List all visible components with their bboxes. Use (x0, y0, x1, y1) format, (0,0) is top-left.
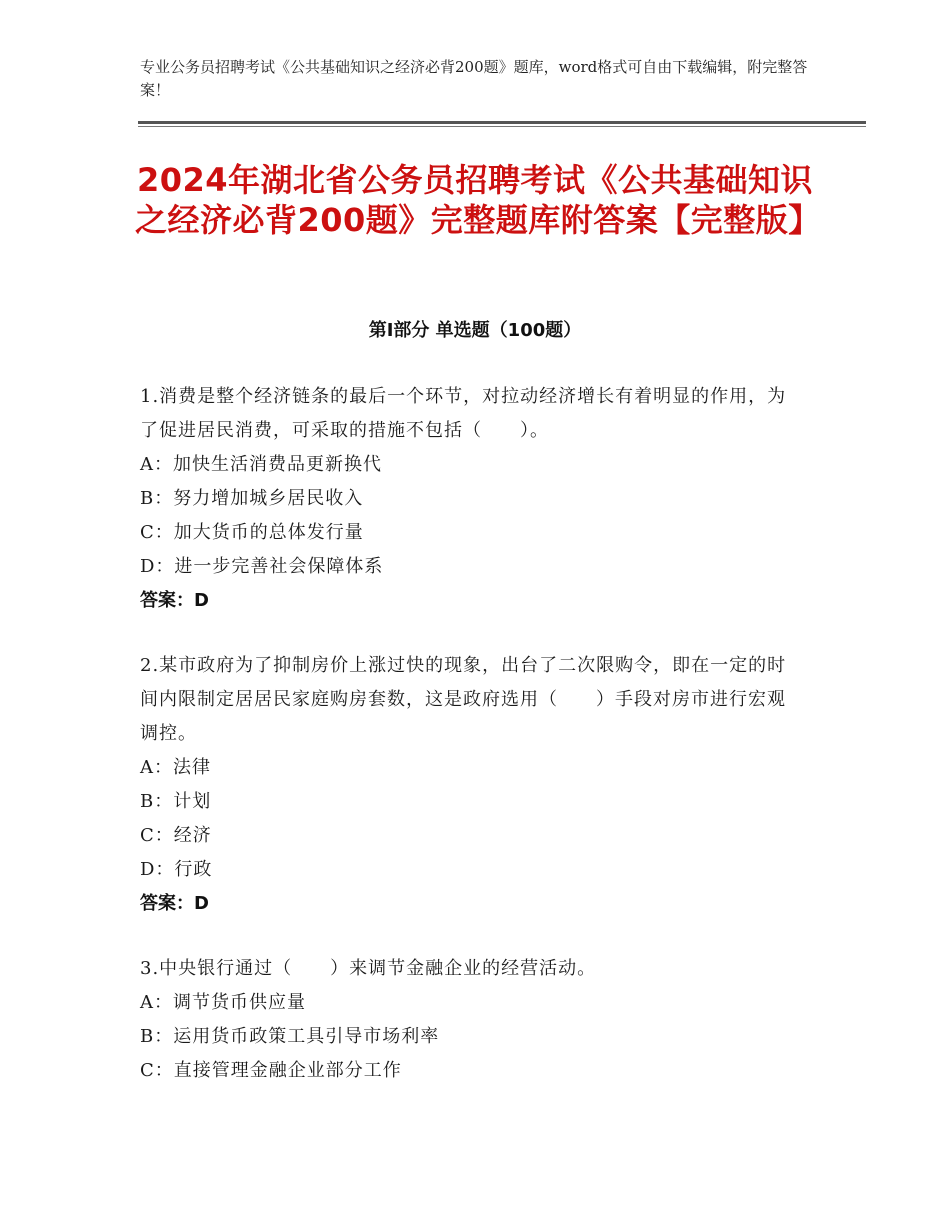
option-c: C：加大货币的总体发行量 (140, 522, 364, 543)
question-stem: 2.某市政府为了抑制房价上涨过快的现象，出台了二次限购令，即在一定的时间内限制定居居民家庭购房套数，这是政府选用（ ）手段对房市进行宏观调控。 (140, 655, 787, 744)
option-c: C：直接管理金融企业部分工作 (140, 1060, 402, 1081)
question-3 (140, 952, 800, 1088)
question-list (140, 380, 800, 1119)
document-title: 2024年湖北省公务员招聘考试《公共基础知识之经济必背200题》完整题库附答案【完整版】 (135, 161, 821, 239)
option-d: D：进一步完善社会保障体系 (140, 556, 384, 577)
question-2 (140, 649, 800, 921)
question-stem: 1.消费是整个经济链条的最后一个环节，对拉动经济增长有着明显的作用，为了促进居民消费，可采取的措施不包括（ ）。 (140, 386, 787, 441)
option-b: B：计划 (140, 791, 212, 812)
option-a: A：调节货币供应量 (140, 992, 306, 1013)
answer-label: 答案：D (140, 893, 209, 914)
question-1 (140, 380, 800, 618)
header-divider-thick (138, 121, 866, 124)
question-stem: 3.中央银行通过（ ）来调节金融企业的经营活动。 (140, 958, 597, 979)
option-d: D：行政 (140, 859, 213, 880)
section-title: 第Ⅰ部分 单选题（100题） (368, 320, 582, 341)
header-divider-thin (138, 126, 866, 127)
option-b: B：努力增加城乡居民收入 (140, 488, 364, 509)
header-note: 专业公务员招聘考试《公共基础知识之经济必背200题》题库，word格式可自由下载编辑，附完整答案！ (140, 58, 808, 99)
option-a: A：法律 (140, 757, 211, 778)
option-b: B：运用货币政策工具引导市场利率 (140, 1026, 440, 1047)
option-c: C：经济 (140, 825, 212, 846)
option-a: A：加快生活消费品更新换代 (140, 454, 382, 475)
answer-label: 答案：D (140, 590, 209, 611)
